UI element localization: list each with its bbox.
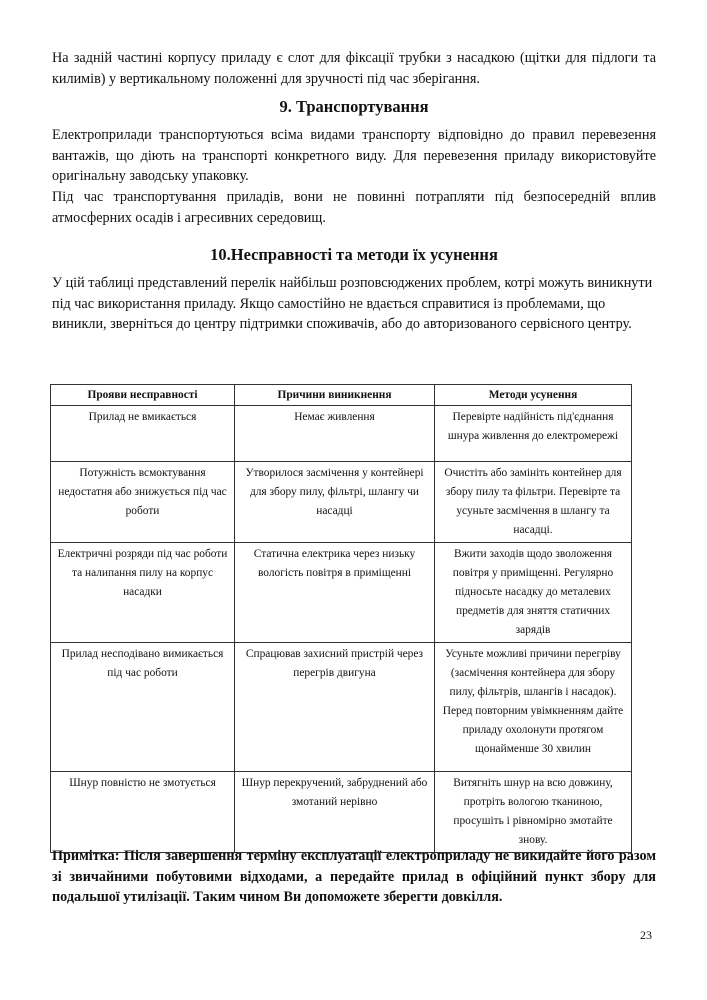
table-cell: Прилад несподівано вимикається під час роботи (51, 643, 235, 772)
table-cell: Спрацював захисний пристрій через перегрів двигуна (235, 643, 435, 772)
section-9-title: 9. Транспортування (279, 97, 429, 116)
table-cell: Витягніть шнур на всю довжину, протріть вологою тканиною, просушіть і рівномірно змотайте знову. (435, 772, 632, 853)
intro-paragraph: На задній частині корпусу приладу є слот для фіксації трубки з насадкою (щітки для підлоги та килимів) у вертикальному положенні для зручності під час зберігання. (52, 50, 656, 87)
table-row (51, 643, 632, 772)
table-row (51, 462, 632, 543)
table-cell: Шнур перекручений, забруднений або змотаний нерівно (235, 772, 435, 853)
header-remedies: Методи усунення (435, 385, 632, 406)
table-cell: Потужність всмоктування недостатня або знижується під час роботи (51, 462, 235, 543)
table-cell: Електричні розряди під час роботи та налипання пилу на корпус насадки (51, 543, 235, 643)
table-row (51, 406, 632, 462)
table-cell: Очистіть або замініть контейнер для збору пилу та фільтри. Перевірте та усуньте засмічення в шлангу та насадці. (435, 462, 632, 543)
table-cell: Перевірте надійність під'єднання шнура живлення до електромережі (435, 406, 632, 462)
table-cell: Вжити заходів щодо зволоження повітря у приміщенні. Регулярно підносьте насадку до металевих предметів для зняття статичних зарядів (435, 543, 632, 643)
table-row (51, 772, 632, 853)
table-cell: Шнур повністю не змотується (51, 772, 235, 853)
section-10-intro: У цій таблиці представлений перелік найбільш розповсюджених проблем, котрі можуть виникнути під час використання приладу. Якщо самостійно не вдається справитися із проблемами, що виникли, зверніться до центру підтримки споживачів, або до авторизованого сервісного центру. (52, 275, 653, 332)
table-cell: Прилад не вмикається (51, 406, 235, 462)
section-10-title: 10.Несправності та методи їх усунення (210, 245, 498, 264)
table-cell: Усуньте можливі причини перегріву (засмічення контейнера для збору пилу, фільтрів, шлангів і насадок). Перед повторним увімкненням дайте приладу охолонути протягом щонайменше 30 хвилин (435, 643, 632, 772)
disposal-note: Примітка: Після завершення терміну експлуатації електроприладу не викидайте його разом зі звичайними побутовими відходами, а передайте прилад в офіційний пункт збору для подальшої утилізації. Таким чином Ви допоможете зберегти довкілля. (52, 848, 656, 905)
header-symptoms: Прояви несправності (51, 385, 235, 406)
table-header-row (51, 385, 632, 406)
table-cell: Немає живлення (235, 406, 435, 462)
page-number: 23 (640, 928, 652, 942)
table-cell: Утворилося засмічення у контейнері для збору пилу, фільтрі, шлангу чи насадці (235, 462, 435, 543)
header-causes: Причини виникнення (235, 385, 435, 406)
table-row (51, 543, 632, 643)
section-9-paragraph-1: Електроприлади транспортуються всіма видами транспорту відповідно до правил перевезення вантажів, що діють на транспорті конкретного виду. Для перевезення приладу використовуйте оригінальну заводську упаковку. (52, 127, 656, 184)
faults-table (50, 384, 632, 853)
section-9-paragraph-2: Під час транспортування приладів, вони не повинні потрапляти під безпосередній вплив атмосферних осадів і агресивних середовищ. (52, 189, 656, 226)
table-cell: Статична електрика через низьку вологість повітря в приміщенні (235, 543, 435, 643)
